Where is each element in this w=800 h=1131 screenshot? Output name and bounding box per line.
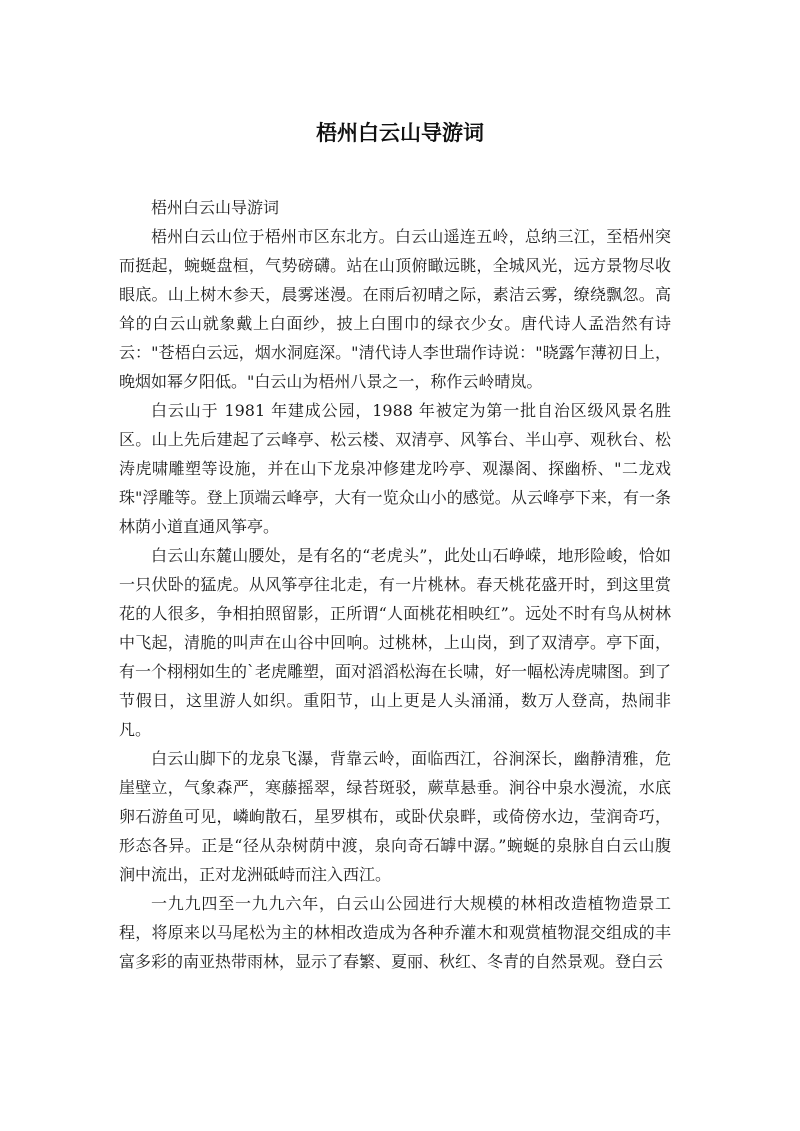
paragraph-tiger-head: 白云山东麓山腰处，是有名的“老虎头”，此处山石峥嵘，地形险峻，恰如一只伏卧的猛虎。从风筝亭往北走，有一片桃林。春天桃花盛开时，到这里赏花的人很多，争相拍照留影，正所谓“人面桃花相映红”。远处不时有鸟从树林中飞起，清脆的叫声在山谷中回响。过桃林，上山岗，到了双清亭。亭下面，有一个栩栩如生的`老虎雕塑，面对滔滔松海在长啸，好一幅松涛虎啸图。到了节假日，这里游人如织。重阳节，山上更是人头涌涌，数万人登高，热闹非凡。 bbox=[119, 546, 672, 739]
paragraph-subtitle: 梧州白云山导游词 bbox=[151, 198, 280, 217]
document-title: 梧州白云山导游词 bbox=[316, 121, 484, 145]
paragraph-forest-renovation: 一九九四至一九九六年，白云山公园进行大规模的林相改造植物造景工程，将原来以马尾松为主的林相改造成为各种乔灌木和观赏植物混交组成的丰富多彩的南亚热带雨林，显示了春繁、夏丽、秋红、冬青的自然景观。登白云 bbox=[119, 894, 671, 971]
paragraph-park-history: 白云山于 1981 年建成公园，1988 年被定为第一批自治区级风景名胜区。山上先后建起了云峰亭、松云楼、双清亭、风筝台、半山亭、观秋台、松涛虎啸雕塑等设施，并在山下龙泉冲修建龙吟亭、观瀑阁、探幽桥、"二龙戏珠"浮雕等。登上顶端云峰亭，大有一览众山小的感觉。从云峰亭下来，有一条林荫小道直通风筝亭。 bbox=[119, 401, 671, 536]
document-body bbox=[119, 193, 671, 976]
paragraph-intro: 梧州白云山位于梧州市区东北方。白云山遥连五岭，总纳三江，至梧州突而挺起，蜿蜒盘桓，气势磅礴。站在山顶俯瞰远眺，全城风光，远方景物尽收眼底。山上树木参天，晨雾迷漫。在雨后初晴之际，素洁云雾，缭绕飘忽。高耸的白云山就象戴上白面纱，披上白围巾的绿衣少女。唐代诗人孟浩然有诗云："苍梧白云远，烟水洞庭深。"清代诗人李世瑞作诗说："晓露乍薄初日上，晚烟如幂夕阳低。"白云山为梧州八景之一，称作云岭晴岚。 bbox=[119, 227, 671, 391]
paragraph-dragon-spring: 白云山脚下的龙泉飞瀑，背靠云岭，面临西江，谷涧深长，幽静清雅，危崖壁立，气象森严，寒藤摇翠，绿苔斑驳，蕨草悬垂。涧谷中泉水漫流，水底卵石游鱼可见，嶙峋散石，星罗棋布，或卧伏泉畔，或倚傍水边，莹润奇巧，形态各异。正是“径从杂树荫中渡，泉向奇石罅中潺。”蜿蜒的泉脉自白云山腹涧中流出，正对龙洲砥峙而注入西江。 bbox=[119, 749, 671, 884]
